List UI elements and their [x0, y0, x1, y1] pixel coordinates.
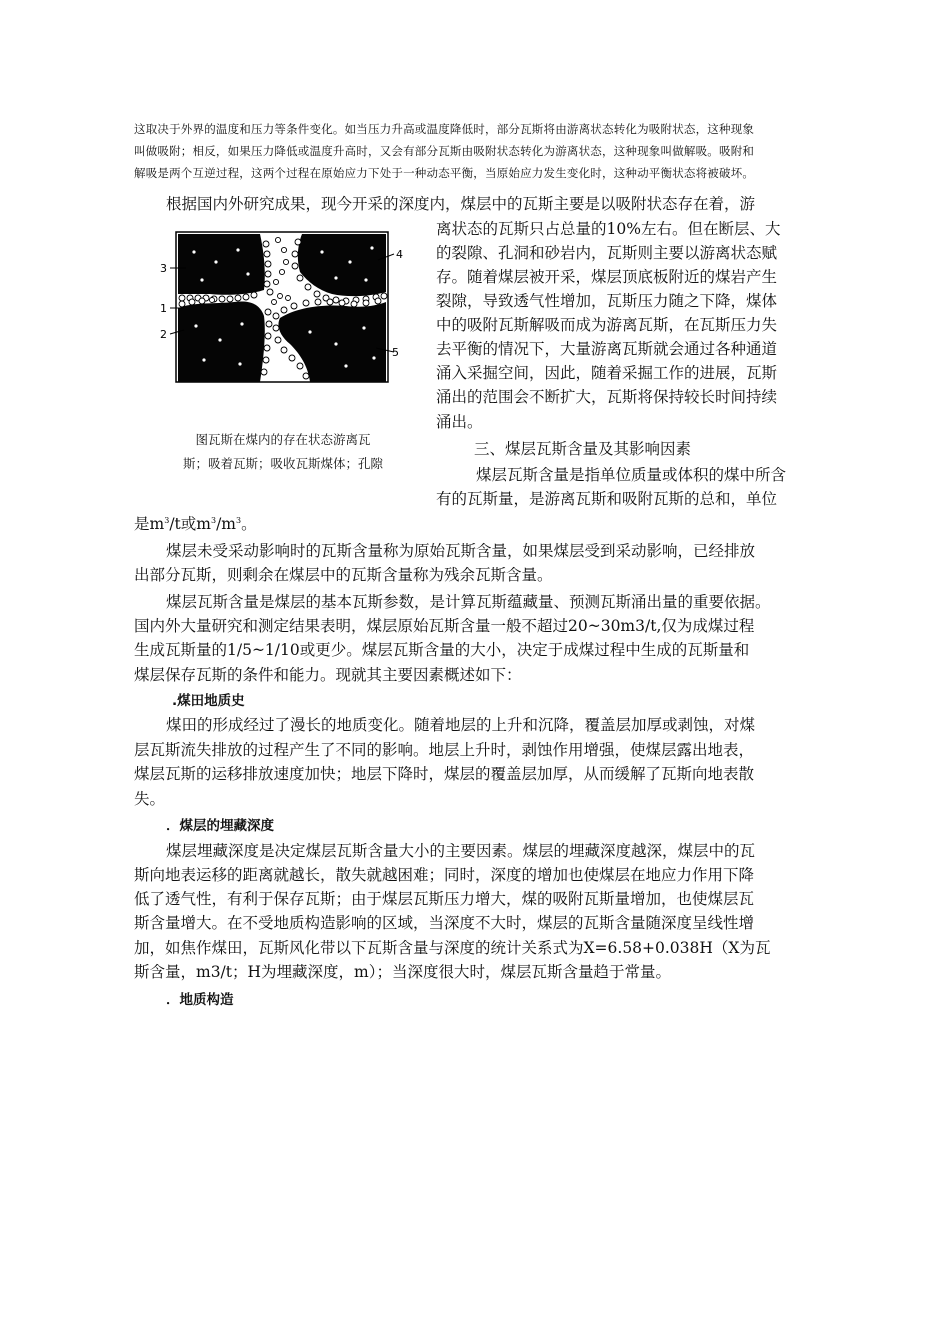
superscript: 3	[164, 515, 170, 525]
paragraph-line: 根据国内外研究成果，现今开采的深度内，煤层中的瓦斯主要是以吸附状态存在着，游	[166, 195, 756, 213]
paragraph-line: 涌入采掘空间，因此，随着采掘工作的进展，瓦斯	[436, 364, 778, 382]
coal-pore-diagram	[160, 232, 403, 384]
intro-line: 叫做吸附；相反，如果压力降低或温度升高时，又会有部分瓦斯由吸附状态转化为游离状态，这种现象叫做解吸。吸附和	[134, 144, 755, 158]
paragraph-line: 煤层瓦斯含量是煤层的基本瓦斯参数，是计算瓦斯蕴藏量、预测瓦斯涌出量的重要依据。	[166, 593, 771, 611]
coal-block	[178, 234, 265, 295]
paragraph-line: 去平衡的情况下，大量游离瓦斯就会通过各种通道	[436, 340, 778, 358]
paragraph-line: 中的吸附瓦斯解吸而成为游离瓦斯，在瓦斯压力失	[436, 316, 778, 334]
figure-label: 5	[392, 346, 399, 359]
paragraph-line: 存。随着煤层被开采，煤层顶底板附近的煤岩产生	[436, 268, 778, 286]
paragraph-line: 层瓦斯流失排放的过程产生了不同的影响。地层上升时，剥蚀作用增强，使煤层露出地表，	[134, 741, 755, 759]
paragraph-line: 煤田的形成经过了漫长的地质变化。随着地层的上升和沉降，覆盖层加厚或剥蚀，对煤	[166, 716, 756, 734]
figure-caption	[168, 428, 398, 476]
unit-text: /t或	[169, 515, 197, 533]
intro-line: 解吸是两个互逆过程，这两个过程在原始应力下处于一种动态平衡，当原始应力发生变化时，这种动平衡状态将被破坏。	[134, 166, 755, 180]
section-heading: 三、煤层瓦斯含量及其影响因素	[474, 440, 692, 458]
caption-line: 图瓦斯在煤内的存在状态游离瓦	[195, 432, 371, 447]
paragraph-line: 煤层埋藏深度是决定煤层瓦斯含量大小的主要因素。煤层的埋藏深度越深，煤层中的瓦	[166, 842, 756, 860]
paragraph-line: 失。	[134, 790, 166, 808]
paragraph-line: 斯含量，m3/t；H为埋藏深度，m）；当深度很大时，煤层瓦斯含量趋于常量。	[134, 963, 671, 981]
paragraph-line: 裂隙，导致透气性增加，瓦斯压力随之下降，煤体	[436, 292, 778, 310]
paragraph-line: 的裂隙、孔洞和砂岩内，瓦斯则主要以游离状态赋	[436, 244, 778, 262]
paragraph-line: 煤层瓦斯的运移排放速度加快；地层下降时，煤层的覆盖层加厚，从而缓解了瓦斯向地表散	[134, 765, 755, 783]
figure-label: 3	[160, 262, 167, 275]
intro-line: 这取决于外界的温度和压力等条件变化。如当压力升高或温度降低时，部分瓦斯将由游离状态转化为吸附状态，这种现象	[134, 122, 755, 136]
paragraph-line: 斯向地表运移的距离就越长，散失就越困难；同时，深度的增加也使煤层在地应力作用下降	[134, 866, 755, 884]
figure-label: 4	[396, 248, 403, 261]
paragraph-line: 出部分瓦斯，则剩余在煤层中的瓦斯含量称为残余瓦斯含量。	[134, 566, 553, 584]
subheading: ．地质构造	[166, 992, 234, 1008]
superscript: 3	[210, 515, 217, 525]
intro-paragraph	[134, 118, 824, 184]
subheading: .煤田地质史	[172, 693, 245, 709]
unit-text: 是	[134, 515, 150, 533]
unit-text: 。	[241, 515, 257, 533]
paragraph-line: 煤层瓦斯含量是指单位质量或体积的煤中所含	[476, 466, 787, 484]
paragraph-line: 煤层保存瓦斯的条件和能力。现就其主要因素概述如下：	[134, 666, 522, 684]
paragraph-line: 涌出的范围会不断扩大，瓦斯将保持较长时间持续	[436, 388, 778, 406]
paragraph-line: 国内外大量研究和测定结果表明，煤层原始瓦斯含量一般不超过20~30m3/t,仅为成煤过程	[134, 617, 755, 635]
caption-line: 斯；吸着瓦斯；吸收瓦斯煤体；孔隙	[182, 456, 383, 471]
paragraph-line: 有的瓦斯量，是游离瓦斯和吸附瓦斯的总和，单位	[436, 490, 778, 508]
superscript: 3	[235, 515, 242, 525]
figure-label: 2	[160, 328, 167, 341]
gas-state-figure	[160, 232, 403, 384]
paragraph-line: 生成瓦斯量的1/5~1/10或更少。煤层瓦斯含量的大小，决定于成煤过程中生成的瓦斯量和	[134, 641, 750, 659]
paragraph-line: 加，如焦作煤田，瓦斯风化带以下瓦斯含量与深度的统计关系式为X=6.58+0.038H（X为瓦	[134, 939, 771, 957]
unit-text: /m	[216, 515, 236, 533]
subheading: ．煤层的埋藏深度	[166, 818, 274, 834]
paragraph-line: 低了透气性，有利于保存瓦斯；由于煤层瓦斯压力增大，煤的吸附瓦斯量增加，也使煤层瓦	[134, 890, 755, 908]
figure-label: 1	[160, 302, 167, 315]
paragraph-line: 离状态的瓦斯只占总量的10%左右。但在断层、大	[436, 220, 781, 238]
coal-block	[178, 302, 265, 382]
paragraph-line: 煤层未受采动影响时的瓦斯含量称为原始瓦斯含量，如果煤层受到采动影响，已经排放	[166, 542, 756, 560]
paragraph-line: 涌出。	[436, 413, 483, 431]
unit-text: m	[149, 515, 165, 533]
paragraph-line: 斯含量增大。在不受地质构造影响的区域，当深度不大时，煤层的瓦斯含量随深度呈线性增	[134, 914, 755, 932]
unit-line	[134, 513, 257, 535]
unit-text: m	[196, 515, 211, 533]
